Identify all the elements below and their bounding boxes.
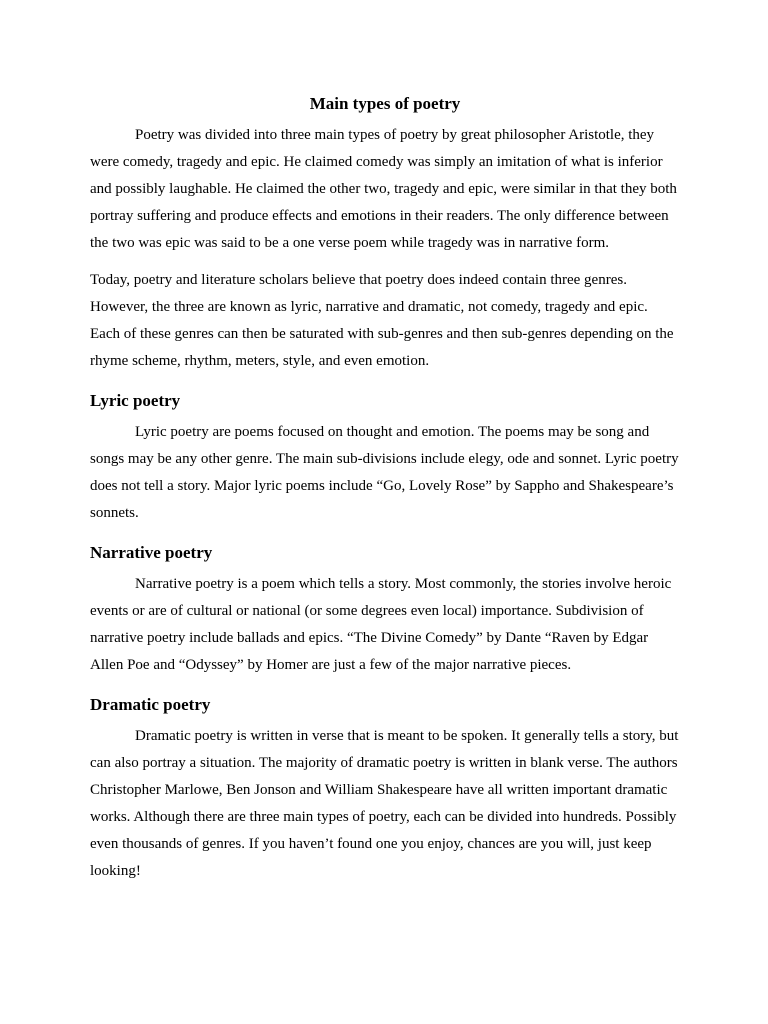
document-page — [90, 92, 680, 885]
intro-paragraph-1: Poetry was divided into three main types of poetry by great philosopher Aristotle, they were comedy, tragedy and epic. He claimed comedy was simply an imitation of what is inferior and possibly laughable. He claimed the other two, tragedy and epic, were similar in that they both portray suffering and produce effects and emotions in their readers. The only difference between the two was epic was said to be a one verse poem while tragedy was in narrative form. — [90, 127, 677, 251]
section-heading-lyric: Lyric poetry — [90, 391, 181, 410]
section-heading-narrative: Narrative poetry — [90, 543, 213, 562]
section-heading-dramatic: Dramatic poetry — [90, 695, 211, 714]
section-body-lyric: Lyric poetry are poems focused on thought and emotion. The poems may be song and songs may be any other genre. The main sub-divisions include elegy, ode and sonnet. Lyric poetry does not tell a story. Major lyric poems include “Go, Lovely Rose” by Sappho and Shakespeare’s sonnets. — [90, 424, 679, 521]
intro-paragraph-2: Today, poetry and literature scholars believe that poetry does indeed contain three genres. However, the three are known as lyric, narrative and dramatic, not comedy, tragedy and epic. Each of these genres can then be saturated with sub-genres and then sub-genres depending on the rhyme scheme, rhythm, meters, style, and even emotion. — [90, 272, 674, 369]
section-body-dramatic: Dramatic poetry is written in verse that is meant to be spoken. It generally tells a story, but can also portray a situation. The majority of dramatic poetry is written in blank verse. The authors Christopher Marlowe, Ben Jonson and William Shakespeare have all written important dramatic works. Although there are three main types of poetry, each can be divided into hundreds. Possibly even thousands of genres. If you haven’t found one you enjoy, chances are you will, just keep looking! — [90, 728, 679, 879]
section-body-narrative: Narrative poetry is a poem which tells a story. Most commonly, the stories involve heroic events or are of cultural or national (or some degrees even local) importance. Subdivision of narrative poetry include ballads and epics. “The Divine Comedy” by Dante “Raven by Edgar Allen Poe and “Odyssey” by Homer are just a few of the major narrative pieces. — [90, 576, 672, 673]
document-title: Main types of poetry — [309, 94, 461, 113]
